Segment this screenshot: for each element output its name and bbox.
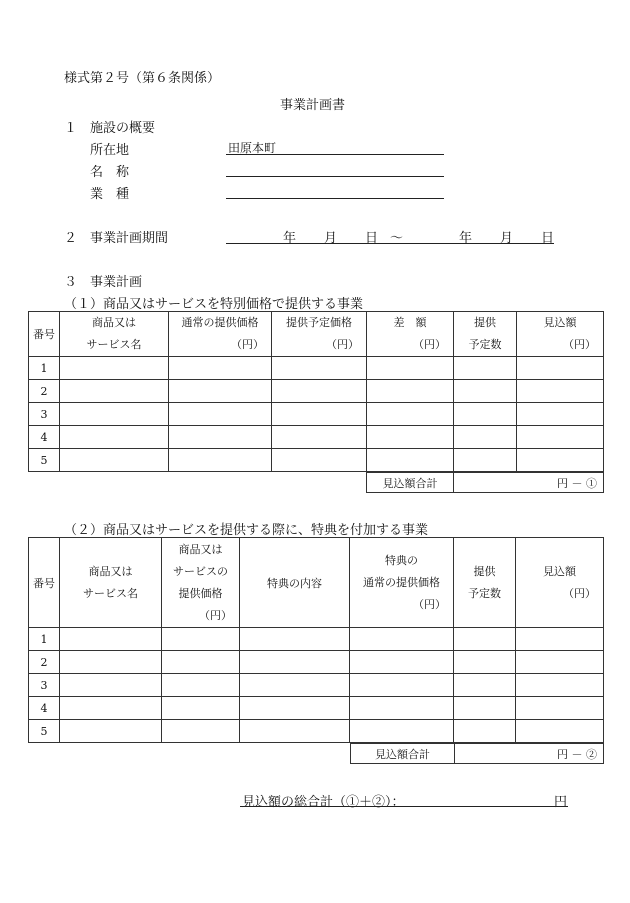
header-difference: 差 額 （円） bbox=[367, 312, 454, 357]
cell[interactable] bbox=[60, 380, 169, 403]
row-number: 2 bbox=[29, 651, 60, 674]
cell[interactable] bbox=[367, 357, 454, 380]
cell[interactable] bbox=[60, 426, 169, 449]
cell[interactable] bbox=[454, 380, 517, 403]
header-normal-price: 通常の提供価格 （円） bbox=[169, 312, 272, 357]
header-perk-content: 特典の内容 bbox=[240, 538, 350, 628]
header-number: 番号 bbox=[29, 312, 60, 357]
period-month-start: 月 bbox=[324, 231, 338, 246]
cell[interactable] bbox=[60, 449, 169, 472]
perk-table bbox=[28, 537, 604, 743]
cell[interactable] bbox=[454, 357, 517, 380]
period-year-start: 年 bbox=[283, 231, 297, 246]
section2-heading: ２ 事業計画期間 bbox=[64, 231, 169, 246]
cell[interactable] bbox=[240, 651, 350, 674]
row-number: 4 bbox=[29, 697, 60, 720]
cell[interactable] bbox=[517, 357, 604, 380]
cell[interactable] bbox=[60, 720, 162, 743]
cell[interactable] bbox=[367, 449, 454, 472]
table2-total-value[interactable]: 円 － ② bbox=[455, 744, 604, 764]
cell[interactable] bbox=[272, 403, 367, 426]
cell[interactable] bbox=[169, 449, 272, 472]
cell[interactable] bbox=[454, 720, 516, 743]
header-number: 番号 bbox=[29, 538, 60, 628]
cell[interactable] bbox=[60, 651, 162, 674]
section1-heading: １ 施設の概要 bbox=[64, 121, 156, 136]
cell[interactable] bbox=[60, 357, 169, 380]
form-id: 様式第２号（第６条関係） bbox=[64, 71, 221, 86]
period-month-end: 月 bbox=[500, 231, 514, 246]
special-price-table bbox=[28, 311, 604, 472]
document-title: 事業計画書 bbox=[280, 98, 346, 113]
field-label-name: 名 称 bbox=[90, 165, 130, 180]
cell[interactable] bbox=[454, 426, 517, 449]
period-tilde: ～ bbox=[390, 231, 404, 246]
table-row bbox=[29, 651, 604, 674]
row-number: 2 bbox=[29, 380, 60, 403]
period-day-end: 日 bbox=[541, 231, 555, 246]
cell[interactable] bbox=[454, 697, 516, 720]
table2-total-label: 見込額合計 bbox=[351, 744, 455, 764]
table-row bbox=[29, 357, 604, 380]
period-year-end: 年 bbox=[459, 231, 473, 246]
cell[interactable] bbox=[60, 403, 169, 426]
header-item: 商品又は サービス名 bbox=[60, 312, 169, 357]
table-row bbox=[29, 403, 604, 426]
cell[interactable] bbox=[517, 380, 604, 403]
field-label-industry: 業 種 bbox=[90, 187, 130, 202]
header-item-price: 商品又は サービスの 提供価格 （円） bbox=[162, 538, 240, 628]
header-item: 商品又は サービス名 bbox=[60, 538, 162, 628]
cell[interactable] bbox=[169, 426, 272, 449]
header-expected: 見込額 （円） bbox=[517, 312, 604, 357]
cell[interactable] bbox=[367, 403, 454, 426]
row-number: 3 bbox=[29, 674, 60, 697]
table-row bbox=[29, 380, 604, 403]
field-value-location[interactable]: 田原本町 bbox=[228, 141, 277, 155]
grand-total-underline bbox=[240, 806, 568, 807]
row-number: 5 bbox=[29, 720, 60, 743]
cell[interactable] bbox=[517, 403, 604, 426]
cell[interactable] bbox=[516, 674, 604, 697]
cell[interactable] bbox=[516, 720, 604, 743]
cell[interactable] bbox=[454, 403, 517, 426]
field-label-location: 所在地 bbox=[90, 143, 130, 158]
cell[interactable] bbox=[162, 651, 240, 674]
table1-total-label: 見込額合計 bbox=[367, 473, 454, 493]
table1-total-value[interactable]: 円 － ① bbox=[454, 473, 604, 493]
row-number: 1 bbox=[29, 628, 60, 651]
cell[interactable] bbox=[517, 449, 604, 472]
cell[interactable] bbox=[60, 674, 162, 697]
section3-heading: ３ 事業計画 bbox=[64, 275, 143, 290]
cell[interactable] bbox=[169, 357, 272, 380]
cell[interactable] bbox=[272, 380, 367, 403]
header-quantity: 提供 予定数 bbox=[454, 538, 516, 628]
cell[interactable] bbox=[272, 449, 367, 472]
cell[interactable] bbox=[240, 697, 350, 720]
header-planned-price: 提供予定価格 （円） bbox=[272, 312, 367, 357]
table2-total bbox=[350, 743, 604, 764]
header-perk-price: 特典の 通常の提供価格 （円） bbox=[350, 538, 454, 628]
cell[interactable] bbox=[350, 651, 454, 674]
cell[interactable] bbox=[240, 720, 350, 743]
grand-total-label: 見込額の総合計（①＋②）： bbox=[242, 795, 405, 810]
cell[interactable] bbox=[350, 697, 454, 720]
cell[interactable] bbox=[272, 357, 367, 380]
cell[interactable] bbox=[162, 720, 240, 743]
table1-total bbox=[366, 472, 604, 493]
cell[interactable] bbox=[350, 628, 454, 651]
period-underline bbox=[226, 243, 554, 244]
grand-total-unit: 円 bbox=[554, 795, 568, 810]
cell[interactable] bbox=[454, 628, 516, 651]
cell[interactable] bbox=[454, 449, 517, 472]
cell[interactable] bbox=[162, 697, 240, 720]
cell[interactable] bbox=[350, 674, 454, 697]
table-row bbox=[29, 449, 604, 472]
cell[interactable] bbox=[162, 674, 240, 697]
table-row bbox=[29, 628, 604, 651]
table1-caption: （１）商品又はサービスを特別価格で提供する事業 bbox=[64, 297, 364, 312]
cell[interactable] bbox=[367, 426, 454, 449]
cell[interactable] bbox=[162, 628, 240, 651]
name-underline bbox=[226, 176, 444, 177]
row-number: 1 bbox=[29, 357, 60, 380]
cell[interactable] bbox=[169, 403, 272, 426]
header-expected: 見込額 （円） bbox=[516, 538, 604, 628]
header-quantity: 提供 予定数 bbox=[454, 312, 517, 357]
cell[interactable] bbox=[60, 697, 162, 720]
cell[interactable] bbox=[516, 651, 604, 674]
cell[interactable] bbox=[169, 380, 272, 403]
row-number: 5 bbox=[29, 449, 60, 472]
cell[interactable] bbox=[454, 651, 516, 674]
cell[interactable] bbox=[517, 426, 604, 449]
table2-caption: （２）商品又はサービスを提供する際に、特典を付加する事業 bbox=[64, 523, 429, 538]
cell[interactable] bbox=[516, 628, 604, 651]
table-row bbox=[29, 674, 604, 697]
row-number: 3 bbox=[29, 403, 60, 426]
cell[interactable] bbox=[240, 674, 350, 697]
cell[interactable] bbox=[272, 426, 367, 449]
location-underline bbox=[226, 154, 444, 155]
cell[interactable] bbox=[350, 720, 454, 743]
table-row bbox=[29, 720, 604, 743]
cell[interactable] bbox=[454, 674, 516, 697]
cell[interactable] bbox=[60, 628, 162, 651]
table-row bbox=[29, 697, 604, 720]
table-row bbox=[29, 426, 604, 449]
cell[interactable] bbox=[240, 628, 350, 651]
cell[interactable] bbox=[516, 697, 604, 720]
cell[interactable] bbox=[367, 380, 454, 403]
period-day-start: 日 bbox=[365, 231, 379, 246]
industry-underline bbox=[226, 198, 444, 199]
row-number: 4 bbox=[29, 426, 60, 449]
